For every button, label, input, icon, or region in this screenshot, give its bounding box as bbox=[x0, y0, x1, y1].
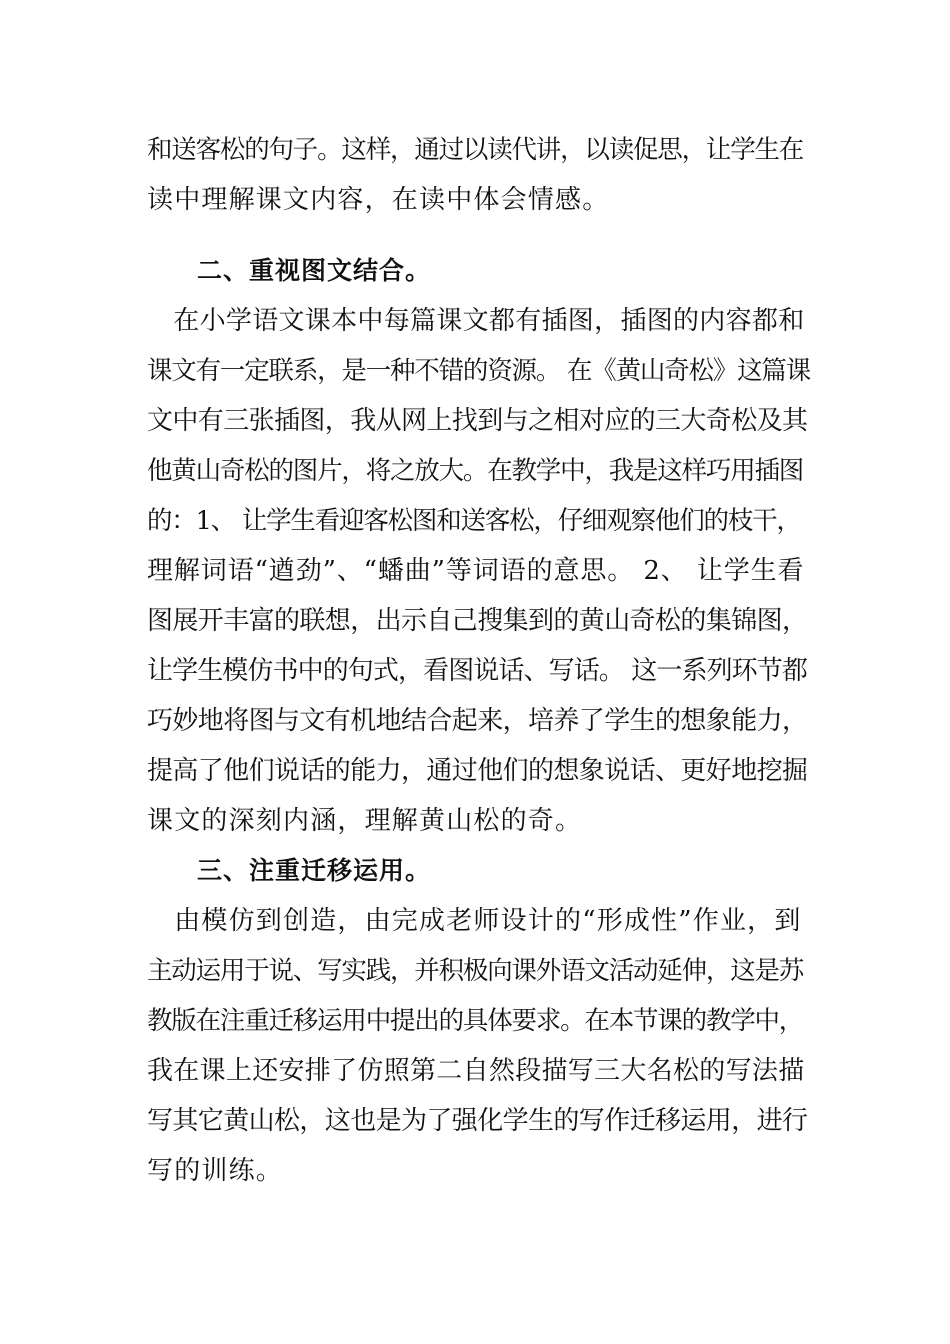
paragraph-line: 我在课上还安排了仿照第二自然段描写三大名松的写法描 bbox=[147, 1056, 805, 1086]
paragraph-line: 让学生模仿书中的句式，看图说话、写话。 这一系列环节都 bbox=[147, 656, 807, 686]
paragraph-line: 读中理解课文内容，在读中体会情感。 bbox=[147, 185, 610, 215]
paragraph-line: 教版在注重迁移运用中提出的具体要求。在本节课的教学中， bbox=[147, 1006, 804, 1036]
paragraph-line: 课文有一定联系，是一种不错的资源。 在《黄山奇松》这篇课 bbox=[147, 356, 811, 386]
paragraph-line: 由模仿到创造，由完成老师设计的“形成性”作业，到 bbox=[147, 906, 802, 936]
paragraph-line: 写其它黄山松，这也是为了强化学生的写作迁移运用，进行 bbox=[147, 1106, 808, 1136]
paragraph-line: 理解词语“遒劲”、“蟠曲”等词语的意思。 2、 让学生看 bbox=[147, 556, 805, 586]
paragraph-line: 课文的深刻内涵，理解黄山松的奇。 bbox=[147, 806, 583, 836]
paragraph-line: 在小学语文课本中每篇课文都有插图，插图的内容都和 bbox=[147, 306, 805, 336]
paragraph-line: 他黄山奇松的图片，将之放大。在教学中，我是这样巧用插图 bbox=[147, 456, 804, 486]
section-heading-2: 二、重视图文结合。 bbox=[197, 256, 432, 285]
paragraph-line: 主动运用于说、写实践，并积极向课外语文活动延伸，这是苏 bbox=[147, 956, 804, 986]
paragraph-line: 的：1、 让学生看迎客松图和送客松，仔细观察他们的枝干， bbox=[147, 506, 801, 536]
paragraph-line: 和送客松的句子。这样，通过以读代讲，以读促思，让学生在 bbox=[147, 135, 804, 165]
section-heading-3: 三、注重迁移运用。 bbox=[197, 856, 432, 885]
paragraph-line: 提高了他们说话的能力，通过他们的想象说话、更好地挖掘 bbox=[147, 756, 808, 786]
paragraph-line: 图展开丰富的联想，出示自己搜集到的黄山奇松的集锦图， bbox=[147, 606, 808, 636]
paragraph-line: 写的训练。 bbox=[147, 1156, 284, 1186]
paragraph-line: 文中有三张插图，我从网上找到与之相对应的三大奇松及其 bbox=[147, 406, 808, 436]
paragraph-line: 巧妙地将图与文有机地结合起来，培养了学生的想象能力， bbox=[147, 706, 808, 736]
